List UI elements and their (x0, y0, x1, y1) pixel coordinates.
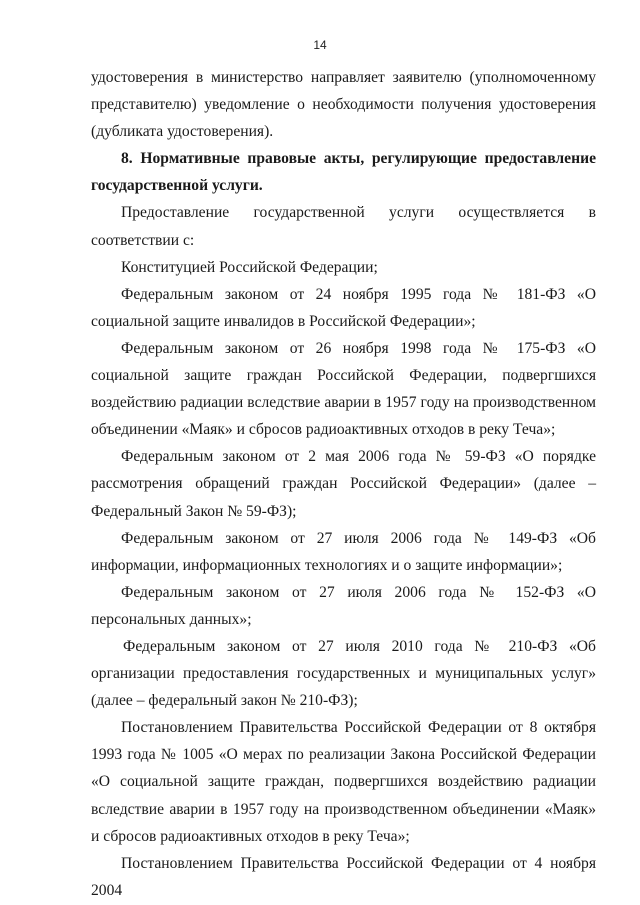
list-item-law-181: Федеральным законом от 24 ноября 1995 года № 181-ФЗ «О социальной защите инвалидов в Российской Федерации»; (91, 285, 596, 330)
list-item-constitution: Конституцией Российской Федерации; (121, 258, 378, 276)
paragraph-intro: Предоставление государственной услуги осуществляется в соответствии с: (91, 204, 596, 249)
page-number: 14 (313, 38, 327, 52)
list-item-law-210: Федеральным законом от 27 июля 2010 года № 210-ФЗ «Об организации предоставления государственных и муниципальных услуг» (далее – федеральный закон № 210-ФЗ); (91, 637, 596, 710)
list-item-resolution-1005: Постановлением Правительства Российской Федерации от 8 октября 1993 года № 1005 «О мерах по реализации Закона Российской Федерации «О социальной защите граждан, подвергшихся воздействию радиации вследствие аварии в 1957 году на производственном объединении «Маяк» и сбросов радиоактивных отходов в реку Теча»; (91, 719, 596, 845)
section-heading: 8. Нормативные правовые акты, регулирующие предоставление государственной услуги. (91, 150, 596, 195)
paragraph-continuation: удостоверения в министерство направляет заявителю (уполномоченному представителю) уведомление о необходимости получения удостоверения (дубликата удостоверения). (91, 69, 596, 141)
list-item-law-152: Федеральным законом от 27 июля 2006 года № 152-ФЗ «О персональных данных»; (91, 583, 596, 628)
list-item-resolution-2004: Постановлением Правительства Российской Федерации от 4 ноября 2004 (91, 854, 596, 899)
list-item-law-59: Федеральным законом от 2 мая 2006 года № 59-ФЗ «О порядке рассмотрения обращений граждан Российской Федерации» (далее – Федеральный Закон № 59-ФЗ); (91, 448, 596, 520)
list-item-law-149: Федеральным законом от 27 июля 2006 года № 149-ФЗ «Об информации, информационных технологиях и о защите информации»; (91, 529, 596, 574)
document-body (91, 64, 596, 904)
list-item-law-175: Федеральным законом от 26 ноября 1998 года № 175-ФЗ «О социальной защите граждан Российской Федерации, подвергшихся воздействию радиации вследствие аварии в 1957 году на производственном объединении «Маяк» и сбросов радиоактивных отходов в реку Теча»; (91, 339, 596, 439)
